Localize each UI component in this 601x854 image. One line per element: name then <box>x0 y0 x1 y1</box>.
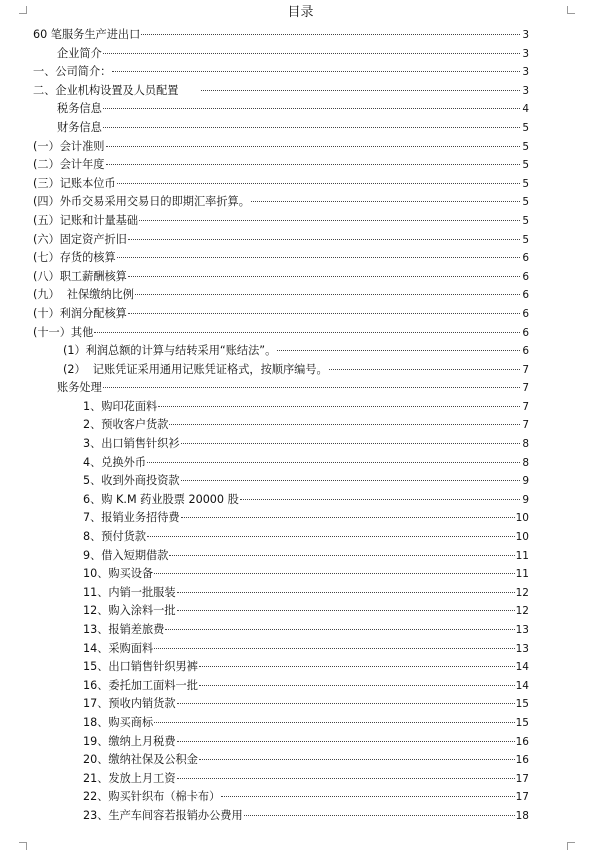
dot-leader <box>177 741 515 742</box>
dot-leader <box>177 610 515 611</box>
dot-leader <box>181 443 520 444</box>
toc-entry-text: (2） 记账凭证采用通用记账凭证格式，按顺序编号。 <box>63 362 328 376</box>
toc-entry-text: 2、预收客户货款 <box>83 418 169 432</box>
toc-entry-page-number: 16 <box>515 735 529 748</box>
toc-entry-text: 10、购买设备 <box>83 567 154 581</box>
toc-entry[interactable] <box>33 361 529 380</box>
toc-entry-text: 14、采购面料 <box>83 641 154 655</box>
dot-leader <box>94 332 520 333</box>
toc-entry[interactable] <box>33 547 529 566</box>
toc-entry-page-number: 6 <box>522 270 529 283</box>
toc-entry[interactable] <box>33 435 529 454</box>
toc-entry[interactable] <box>33 640 529 659</box>
dot-leader <box>128 313 520 314</box>
toc-entry-text: 18、购买商标 <box>83 715 154 729</box>
dot-leader <box>177 592 515 593</box>
toc-entry[interactable] <box>33 379 529 398</box>
toc-entry-page-number: 10 <box>515 512 529 525</box>
toc-entry-page-number: 5 <box>522 214 529 227</box>
dot-leader <box>177 778 515 779</box>
toc-entry-page-number: 8 <box>522 456 529 469</box>
toc-entry-text: 17、预收内销货款 <box>83 697 176 711</box>
toc-entry[interactable] <box>33 268 529 287</box>
toc-entry-page-number: 3 <box>522 29 529 41</box>
toc-entry-text: 23、生产车间容若报销办公费用 <box>83 808 243 822</box>
toc-entry-page-number: 14 <box>515 679 529 692</box>
toc-entry[interactable] <box>33 472 529 491</box>
dot-leader <box>139 220 520 221</box>
toc-entry-page-number: 17 <box>515 791 529 804</box>
toc-entry-page-number: 5 <box>522 177 529 190</box>
toc-entry-page-number: 13 <box>515 642 529 655</box>
toc-entry-page-number: 3 <box>522 66 529 79</box>
dot-leader <box>221 796 514 797</box>
toc-entry[interactable] <box>33 119 529 138</box>
toc-entry[interactable] <box>33 491 529 510</box>
toc-entry-text: 12、购入涂料一批 <box>83 604 176 618</box>
toc-entry-text: (五）记账和计量基础 <box>33 213 139 227</box>
page-corner-mark <box>19 842 27 850</box>
toc-entry-text: (一）会计准则 <box>33 139 105 153</box>
toc-entry[interactable] <box>33 584 529 603</box>
dot-leader <box>165 629 514 630</box>
toc-entry-text: 11、内销一批服装 <box>83 585 176 599</box>
toc-entry-text: (六）固定资产折旧 <box>33 232 127 246</box>
toc-entry-page-number: 6 <box>522 252 529 265</box>
toc-entry[interactable] <box>33 677 529 696</box>
toc-entry-page-number: 18 <box>515 809 529 822</box>
toc-entry-page-number: 3 <box>522 47 529 60</box>
toc-entry[interactable] <box>33 45 529 64</box>
dot-leader <box>117 183 520 184</box>
toc-entry-text: (二）会计年度 <box>33 158 105 172</box>
toc-entry[interactable] <box>33 398 529 417</box>
toc-entry[interactable] <box>33 26 529 45</box>
toc-entry[interactable] <box>33 658 529 677</box>
dot-leader <box>277 350 520 351</box>
toc-entry-text: 财务信息 <box>57 120 102 134</box>
toc-entry-text: (七）存货的核算 <box>33 251 116 265</box>
toc-entry-text: 企业简介 <box>57 46 102 60</box>
toc-entry-page-number: 11 <box>515 568 529 581</box>
toc-entry-text: 15、出口销售针织男裤 <box>83 660 198 674</box>
toc-entry-page-number: 6 <box>522 345 529 358</box>
toc-entry-page-number: 7 <box>522 382 529 395</box>
toc-entry-text: 7、报销业务招待费 <box>83 511 180 525</box>
toc-entry-page-number: 5 <box>522 159 529 172</box>
dot-leader <box>112 71 520 72</box>
toc-entry-page-number: 15 <box>515 698 529 711</box>
toc-entry[interactable] <box>33 212 529 231</box>
dot-leader <box>177 703 515 704</box>
toc-entry-text: 21、发放上月工资 <box>83 771 176 785</box>
toc-entry-page-number: 5 <box>522 140 529 153</box>
toc-entry[interactable] <box>33 788 529 807</box>
toc-entry[interactable] <box>33 286 529 305</box>
toc-entry-text: 19、缴纳上月税费 <box>83 734 176 748</box>
toc-entry-text: 1、购印花面料 <box>83 399 158 413</box>
toc-entry-page-number: 4 <box>522 103 529 116</box>
dot-leader <box>169 555 514 556</box>
dot-leader <box>329 369 520 370</box>
toc-entry-page-number: 12 <box>515 605 529 618</box>
toc-entry[interactable] <box>33 714 529 733</box>
toc-entry-text: 4、兑换外币 <box>83 455 147 469</box>
toc-entry[interactable] <box>33 324 529 343</box>
toc-entry[interactable] <box>33 193 529 212</box>
toc-entry-page-number: 5 <box>522 121 529 134</box>
toc-entry[interactable] <box>33 695 529 714</box>
toc-entry-page-number: 7 <box>522 363 529 376</box>
toc-entry-text: (四）外币交易采用交易日的即期汇率折算。 <box>33 195 250 209</box>
dot-leader <box>199 666 515 667</box>
toc-entry-page-number: 7 <box>522 400 529 413</box>
toc-entry-page-number: 15 <box>515 716 529 729</box>
toc-entry-page-number: 14 <box>515 661 529 674</box>
toc-entry-text: 13、报销差旅费 <box>83 623 165 636</box>
toc-entry[interactable] <box>33 509 529 528</box>
toc-entry-page-number: 6 <box>522 307 529 320</box>
dot-leader <box>141 34 520 35</box>
dot-leader <box>128 276 520 277</box>
dot-leader <box>103 108 520 109</box>
toc-entry[interactable] <box>33 82 529 101</box>
dot-leader <box>103 387 520 388</box>
toc-entry[interactable] <box>33 602 529 621</box>
toc-entry-text: (八）职工薪酬核算 <box>33 269 127 283</box>
dot-leader <box>181 480 520 481</box>
toc-entry-text: 5、收到外商投资款 <box>83 474 180 488</box>
toc-entry-page-number: 17 <box>515 772 529 785</box>
dot-leader <box>147 462 520 463</box>
toc-entry[interactable] <box>33 305 529 324</box>
dot-leader <box>181 517 515 518</box>
toc-entry-text: 9、借入短期借款 <box>83 548 169 562</box>
toc-entry[interactable] <box>33 175 529 194</box>
toc-entry[interactable] <box>33 100 529 119</box>
dot-leader <box>169 424 520 425</box>
page-corner-mark <box>567 842 575 850</box>
toc-entry-page-number: 16 <box>515 754 529 767</box>
toc-entry[interactable] <box>33 156 529 175</box>
toc-entry-page-number: 9 <box>522 493 529 506</box>
dot-leader <box>251 201 520 202</box>
toc-entry[interactable] <box>33 249 529 268</box>
toc-entry-page-number: 10 <box>515 531 529 544</box>
toc-entry-text: (十一）其他 <box>33 325 94 339</box>
dot-leader <box>106 164 521 165</box>
dot-leader <box>106 146 521 147</box>
toc-entry-page-number: 3 <box>522 84 529 97</box>
toc-entry-text: 3、出口销售针织衫 <box>83 437 180 451</box>
toc-title: 目录 <box>287 5 314 20</box>
table-of-contents <box>33 26 529 826</box>
dot-leader <box>154 573 514 574</box>
toc-entry[interactable] <box>33 138 529 157</box>
toc-entry-text: (九） 社保缴纳比例 <box>33 288 134 302</box>
toc-entry-text: 60 笔服务生产进出口 <box>33 28 141 41</box>
toc-entry-page-number: 12 <box>515 586 529 599</box>
toc-entry-page-number: 6 <box>522 326 529 339</box>
dot-leader <box>128 239 520 240</box>
toc-entry[interactable] <box>33 751 529 770</box>
toc-entry[interactable] <box>33 528 529 547</box>
toc-entry[interactable] <box>33 342 529 361</box>
toc-entry-text: (三）记账本位币 <box>33 176 116 190</box>
toc-entry-page-number: 6 <box>522 289 529 302</box>
toc-entry-text: (1）利润总额的计算与结转采用“账结法”。 <box>63 344 277 358</box>
toc-entry-text: 账务处理 <box>57 381 102 395</box>
toc-entry-page-number: 9 <box>522 475 529 488</box>
dot-leader <box>158 406 520 407</box>
toc-entry-page-number: 11 <box>515 549 529 562</box>
toc-entry[interactable] <box>33 621 529 640</box>
toc-entry[interactable] <box>33 416 529 435</box>
dot-leader <box>154 648 514 649</box>
toc-entry-page-number: 5 <box>522 233 529 246</box>
dot-leader <box>199 685 515 686</box>
toc-entry-page-number: 13 <box>515 624 529 636</box>
toc-entry[interactable] <box>33 733 529 752</box>
toc-entry[interactable] <box>33 63 529 82</box>
dot-leader <box>201 90 520 91</box>
dot-leader <box>103 127 520 128</box>
toc-entry-text: 8、预付货款 <box>83 530 147 544</box>
toc-entry-page-number: 8 <box>522 438 529 451</box>
toc-entry-text: 16、委托加工面料一批 <box>83 678 198 692</box>
toc-entry[interactable] <box>33 565 529 584</box>
toc-entry-text: 6、购 K.M 药业股票 20000 股 <box>83 492 239 506</box>
toc-entry[interactable] <box>33 231 529 250</box>
toc-entry[interactable] <box>33 807 529 826</box>
dot-leader <box>117 257 520 258</box>
toc-entry[interactable] <box>33 454 529 473</box>
toc-entry-text: 22、购买针织布（棉卡布） <box>83 790 221 804</box>
dot-leader <box>154 722 514 723</box>
toc-entry-page-number: 5 <box>522 196 529 209</box>
dot-leader <box>199 759 515 760</box>
dot-leader <box>103 53 520 54</box>
toc-entry-text: 一、公司简介： <box>33 65 112 79</box>
toc-entry-page-number: 7 <box>522 419 529 432</box>
toc-entry[interactable] <box>33 770 529 789</box>
dot-leader <box>240 499 520 500</box>
toc-entry-text: 二、企业机构设置及人员配置 <box>33 83 200 97</box>
toc-entry-text: 20、缴纳社保及公积金 <box>83 753 198 767</box>
dot-leader <box>147 536 515 537</box>
toc-entry-text: (十）利润分配核算 <box>33 306 127 320</box>
dot-leader <box>244 815 515 816</box>
dot-leader <box>135 294 520 295</box>
toc-entry-text: 税务信息 <box>57 102 102 116</box>
